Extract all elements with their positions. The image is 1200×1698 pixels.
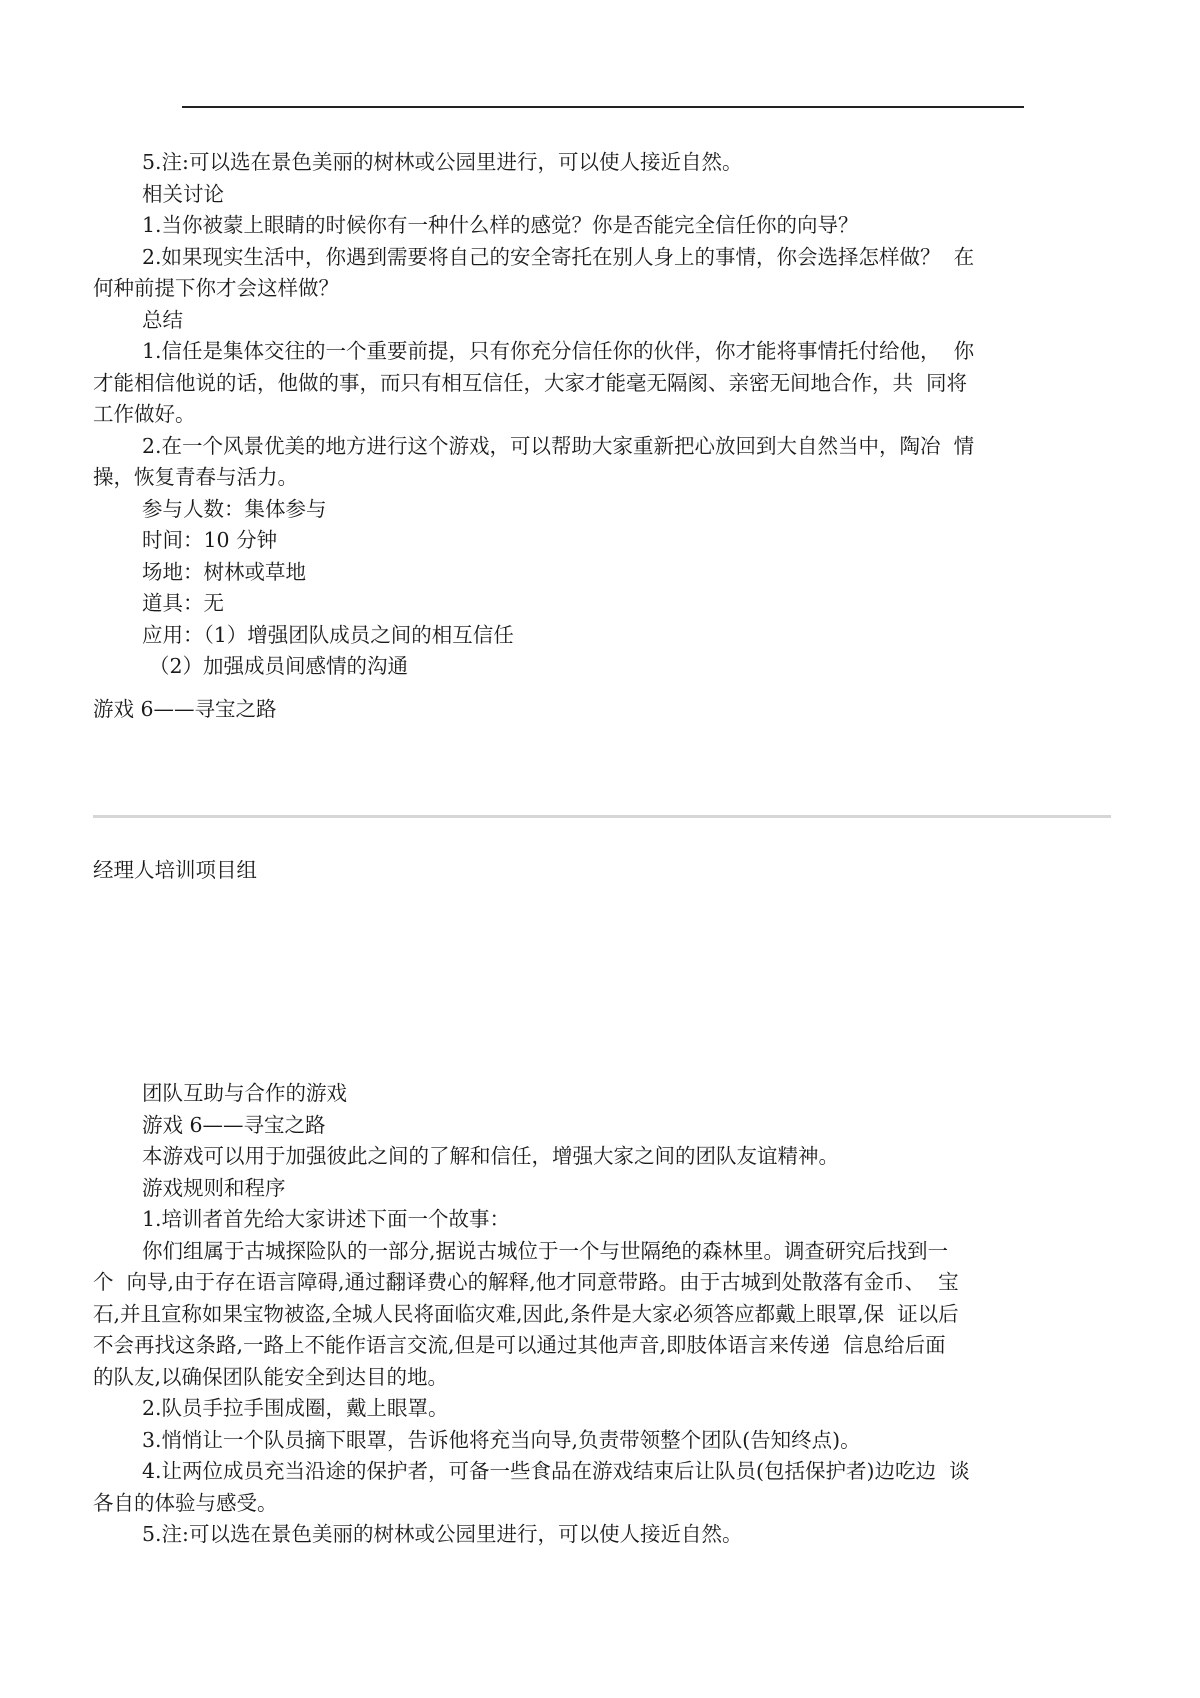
note-line: 5.注:可以选在景色美丽的树林或公园里进行，可以使人接近自然。 xyxy=(142,150,743,174)
discussion-item-1: 1.当你被蒙上眼睛的时候你有一种什么样的感觉？你是否能完全信任你的向导？ xyxy=(142,213,859,237)
rule-item-5: 5.注:可以选在景色美丽的树林或公园里进行，可以使人接近自然。 xyxy=(142,1522,743,1546)
props-line: 道具：无 xyxy=(142,591,224,615)
story-line-cont: 个 向导,由于存在语言障碍,通过翻译费心的解释,他才同意带路。由于古城到处散落有金币、 宝 xyxy=(93,1270,959,1294)
rule-item-1: 1.培训者首先给大家讲述下面一个故事： xyxy=(142,1207,511,1231)
footer-organization: 经理人培训项目组 xyxy=(93,858,257,882)
game-heading: 游戏 6——寻宝之路 xyxy=(142,1112,326,1137)
time-line: 时间：10 分钟 xyxy=(142,528,278,552)
rule-item-2: 2.队员手拉手围成圈，戴上眼罩。 xyxy=(142,1396,449,1420)
page2-body xyxy=(93,1078,1111,1551)
application-line-2: （2）加强成员间感情的沟通 xyxy=(149,654,409,678)
section-heading-rules: 游戏规则和程序 xyxy=(142,1175,286,1200)
intro-line: 本游戏可以用于加强彼此之间的了解和信任，增强大家之间的团队友谊精神。 xyxy=(142,1144,839,1168)
story-line: 你们组属于古城探险队的一部分,据说古城位于一个与世隔绝的森林里。调查研究后找到一 xyxy=(142,1238,949,1263)
section-heading-summary: 总结 xyxy=(142,307,183,332)
summary-item-1-cont: 工作做好。 xyxy=(93,402,196,426)
venue-line: 场地：树林或草地 xyxy=(142,559,306,584)
top-horizontal-rule xyxy=(182,106,1024,108)
game-title-block xyxy=(93,694,1111,726)
story-line-cont: 石,并且宣称如果宝物被盗,全城人民将面临灾难,因此,条件是大家必须答应都戴上眼罩,保 证以后 xyxy=(93,1301,959,1326)
story-line-cont: 的队友,以确保团队能安全到达目的地。 xyxy=(93,1364,449,1389)
summary-item-1: 1.信任是集体交往的一个重要前提，只有你充分信任你的伙伴，你才能将事情托付给他， 你 xyxy=(142,339,975,363)
discussion-item-2-cont: 何种前提下你才会这样做？ xyxy=(93,276,339,300)
application-line-1: 应用：（1）增强团队成员之间的相互信任 xyxy=(142,622,514,647)
summary-item-2: 2.在一个风景优美的地方进行这个游戏，可以帮助大家重新把心放回到大自然当中，陶冶 情 xyxy=(142,433,975,458)
section-heading-discussion: 相关讨论 xyxy=(142,181,224,206)
summary-item-1-cont: 才能相信他说的话，他做的事，而只有相互信任，大家才能毫无隔阂、亲密无间地合作，共 同将 xyxy=(93,370,968,395)
game-title: 游戏 6——寻宝之路 xyxy=(93,697,277,721)
page1-body xyxy=(93,147,1111,683)
story-line-cont: 不会再找这条路,一路上不能作语言交流,但是可以通过其他声音,即肢体语言来传递 信息给后面 xyxy=(93,1333,946,1357)
rule-item-3: 3.悄悄让一个队员摘下眼罩，告诉他将充当向导,负责带领整个团队(告知终点)。 xyxy=(142,1427,861,1452)
rule-item-4: 4.让两位成员充当沿途的保护者，可备一些食品在游戏结束后让队员(包括保护者)边吃边 谈 xyxy=(142,1459,970,1483)
rule-item-4-cont: 各自的体验与感受。 xyxy=(93,1490,278,1515)
page-separator xyxy=(93,815,1111,818)
doc-heading: 团队互助与合作的游戏 xyxy=(142,1081,347,1105)
discussion-item-2: 2.如果现实生活中，你遇到需要将自己的安全寄托在别人身上的事情，你会选择怎样做？ 在 xyxy=(142,244,975,269)
participants-line: 参与人数：集体参与 xyxy=(142,496,327,521)
summary-item-2-cont: 操，恢复青春与活力。 xyxy=(93,465,298,489)
